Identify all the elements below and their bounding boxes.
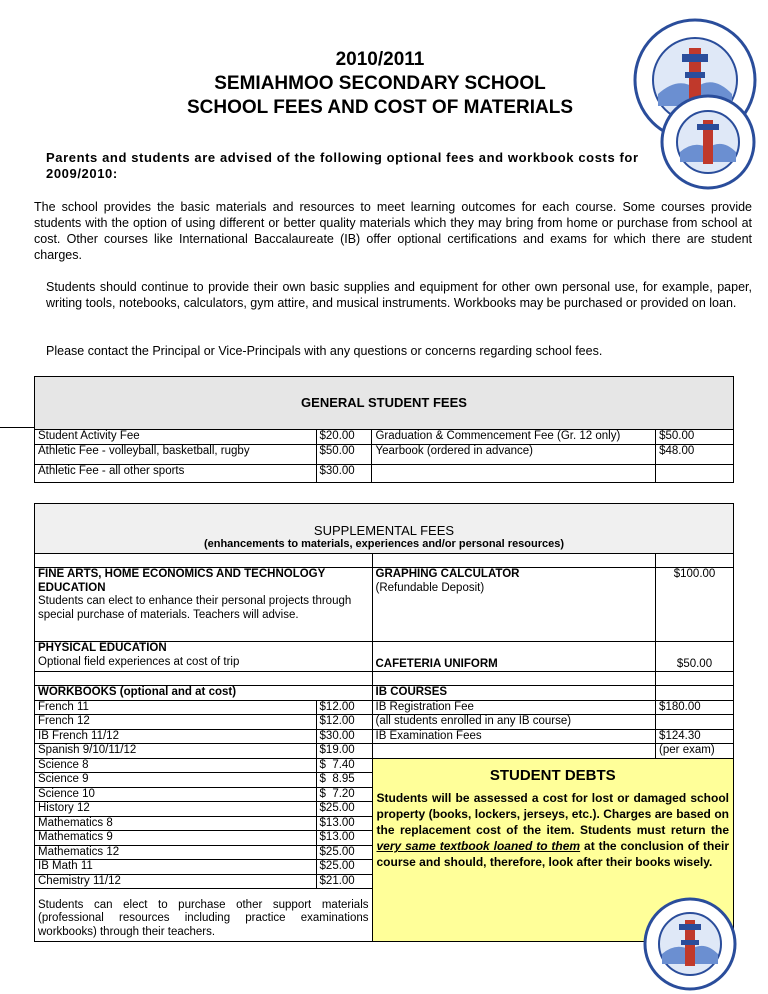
table-row [35, 700, 734, 715]
workbook-name: French 12 [35, 715, 317, 730]
workbook-name: Mathematics 8 [35, 816, 317, 831]
table-row [35, 758, 734, 773]
textbook-emphasis: very same textbook loaned to them [376, 839, 581, 853]
ib-fee-name [372, 744, 656, 759]
document-title: SCHOOL FEES AND COST OF MATERIALS [187, 97, 573, 118]
workbook-cost: $21.00 [316, 874, 372, 889]
student-debts-title: STUDENT DEBTS [489, 766, 616, 784]
workbook-cost: $12.00 [316, 715, 372, 730]
general-fees-title: GENERAL STUDENT FEES [35, 377, 734, 430]
fee-cost: $50.00 [656, 430, 734, 445]
workbook-name: Chemistry 11/12 [35, 874, 317, 889]
fee-name: Yearbook (ordered in advance) [372, 444, 656, 464]
fee-cost: $30.00 [316, 464, 372, 482]
ib-fee-cost: $180.00 [656, 700, 734, 715]
graphing-text: (Refundable Deposit) [375, 581, 485, 594]
supplemental-fees-table [34, 503, 734, 942]
fine-arts-cell [35, 568, 373, 642]
workbook-name: IB French 11/12 [35, 729, 317, 744]
supplemental-title: SUPPLEMENTAL FEES [313, 523, 455, 538]
graphing-cost: $100.00 [656, 568, 734, 642]
fee-cost: $50.00 [316, 444, 372, 464]
intro-notice: Parents and students are advised of the following optional fees and workbook costs for 2009/2010: [46, 150, 639, 181]
cafeteria-title: CAFETERIA UNIFORM [372, 642, 656, 672]
fee-name [372, 464, 656, 482]
crest-bottom-icon [662, 96, 754, 188]
workbook-name: Mathematics 12 [35, 845, 317, 860]
pe-cell [35, 642, 373, 672]
workbook-cost: $ 7.40 [316, 758, 372, 773]
workbooks-title: WORKBOOKS (optional and at cost) [35, 686, 373, 701]
school-name: SEMIAHMOO SECONDARY SCHOOL [214, 73, 546, 94]
workbook-cost: $ 8.95 [316, 773, 372, 788]
student-debts-text: Students will be assessed a cost for lost or damaged school property (books, lockers, jerseys, etc.). Charges are based on the replacement cost of the item. Students must return the very same textbook loaned to them at the conclusion of their course and should, therefore, look after their books wisely. [376, 791, 729, 869]
school-crest-bottom-logo [642, 896, 738, 992]
cafeteria-cost: $50.00 [656, 642, 734, 672]
document-year: 2010/2011 [335, 49, 425, 70]
supplemental-subtitle: (enhancements to materials, experiences and/or personal resources) [203, 537, 565, 550]
paragraph-personal-supplies: Students should continue to provide their own basic supplies and equipment for other own personal use, for example, paper, writing tools, notebooks, calculators, gym attire, and musical instruments. Workbooks may be purchased or provided on loan. [46, 280, 752, 310]
workbook-cost: $12.00 [316, 700, 372, 715]
fee-name: Student Activity Fee [35, 430, 317, 445]
workbook-cost: $30.00 [316, 729, 372, 744]
fee-name: Athletic Fee - volleyball, basketball, rugby [35, 444, 317, 464]
workbook-cost: $25.00 [316, 845, 372, 860]
workbook-name: Science 9 [35, 773, 317, 788]
paragraph-basic-materials: The school provides the basic materials and resources to meet learning outcomes for each course. Some courses provide students with the option of using different or better quality materials which they may bring from home or purchase from school at cost. Other courses like International Baccalaureate (IB) offer optional certifications and exams for which there are student charges. [34, 200, 752, 262]
workbook-name: French 11 [35, 700, 317, 715]
table-row [35, 430, 734, 445]
fee-cost: $48.00 [656, 444, 734, 464]
workbook-cost: $ 7.20 [316, 787, 372, 802]
ib-fee-cost: (per exam) [656, 744, 734, 759]
workbook-name: History 12 [35, 802, 317, 817]
paragraph-contact: Please contact the Principal or Vice-Principals with any questions or concerns regarding school fees. [46, 344, 603, 358]
supplemental-header [35, 504, 734, 554]
ib-fee-cost [656, 715, 734, 730]
workbook-name: IB Math 11 [35, 860, 317, 875]
table-row [35, 715, 734, 730]
workbook-name: Science 8 [35, 758, 317, 773]
ib-title: IB COURSES [372, 686, 656, 701]
margin-rule [0, 427, 36, 428]
graphing-title: GRAPHING CALCULATOR [375, 568, 520, 580]
pe-title: PHYSICAL EDUCATION [38, 642, 167, 654]
pe-text: Optional field experiences at cost of trip [38, 655, 240, 668]
general-fees-table [34, 376, 734, 483]
ib-fee-name: IB Registration Fee [372, 700, 656, 715]
workbook-name: Mathematics 9 [35, 831, 317, 846]
table-row [35, 464, 734, 482]
workbook-cost: $25.00 [316, 802, 372, 817]
support-materials-text: Students can elect to purchase other support materials (professional resources including practice examinations workbooks) through their teachers. [35, 899, 373, 942]
table-row [35, 729, 734, 744]
table-row [35, 744, 734, 759]
fine-arts-title: FINE ARTS, HOME ECONOMICS AND TECHNOLOGY EDUCATION [38, 568, 326, 594]
ib-fee-cost: $124.30 [656, 729, 734, 744]
fee-name: Graduation & Commencement Fee (Gr. 12 only) [372, 430, 656, 445]
ib-fee-name: (all students enrolled in any IB course) [372, 715, 656, 730]
workbook-name: Spanish 9/10/11/12 [35, 744, 317, 759]
workbook-cost: $13.00 [316, 831, 372, 846]
fee-name: Athletic Fee - all other sports [35, 464, 317, 482]
fee-cost: $20.00 [316, 430, 372, 445]
fee-cost [656, 464, 734, 482]
workbook-cost: $19.00 [316, 744, 372, 759]
ib-fee-name: IB Examination Fees [372, 729, 656, 744]
workbook-cost: $25.00 [316, 860, 372, 875]
workbook-name: Science 10 [35, 787, 317, 802]
table-row [35, 444, 734, 464]
fine-arts-text: Students can elect to enhance their personal projects through special purchase of materials. Teachers will advise. [38, 595, 352, 621]
workbook-cost: $13.00 [316, 816, 372, 831]
graphing-cell [372, 568, 656, 642]
